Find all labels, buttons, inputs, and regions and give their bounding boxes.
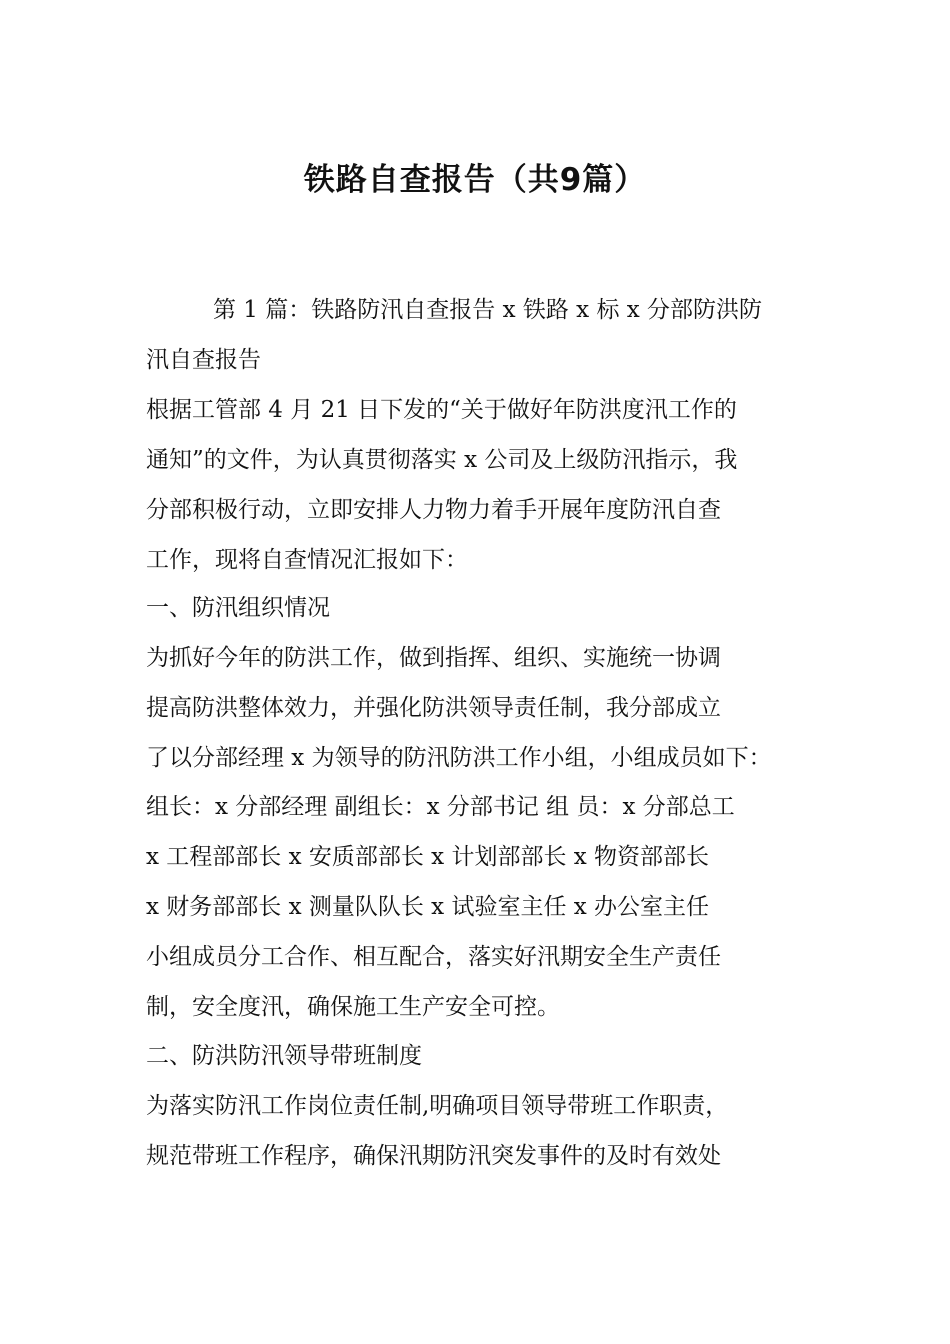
document-title: 铁路自查报告（共9篇） <box>303 162 647 198</box>
paragraph-line-10: 小组成员分工合作、相互配合，落实好汛期安全生产责任 <box>146 944 721 970</box>
paragraph-line-1: 第 1 篇：铁路防汛自查报告 x 铁路 x 标 x 分部防洪防 <box>213 297 763 323</box>
paragraph-line-9: 了以分部经理 x 为领导的防汛防洪工作小组，小组成员如下： <box>146 745 772 771</box>
paragraph-line-13: 规范带班工作程序，确保汛期防汛突发事件的及时有效处 <box>146 1143 721 1169</box>
paragraph-line-7: 为抓好今年的防洪工作，做到指挥、组织、实施统一协调 <box>146 645 721 671</box>
paragraph-line-8: 提高防洪整体效力，并强化防洪领导责任制，我分部成立 <box>146 695 721 721</box>
paragraph-line-5: 分部积极行动，立即安排人力物力着手开展年度防汛自查 <box>146 497 721 523</box>
paragraph-line-2: 汛自查报告 <box>146 347 261 373</box>
paragraph-line-12: 为落实防汛工作岗位责任制,明确项目领导带班工作职责， <box>146 1093 729 1119</box>
section-heading-1: 一、防汛组织情况 <box>146 595 330 621</box>
member-line-2: x 工程部部长 x 安质部部长 x 计划部部长 x 物资部部长 <box>146 844 710 870</box>
member-line-3: x 财务部部长 x 测量队队长 x 试验室主任 x 办公室主任 <box>146 894 710 920</box>
section-heading-2: 二、防洪防汛领导带班制度 <box>146 1043 422 1069</box>
paragraph-line-4: 通知”的文件，为认真贯彻落实 x 公司及上级防汛指示，我 <box>146 447 738 473</box>
member-line-1: 组长：x 分部经理 副组长：x 分部书记 组 员：x 分部总工 <box>146 794 735 820</box>
paragraph-line-6: 工作，现将自查情况汇报如下： <box>146 547 468 573</box>
paragraph-line-11: 制，安全度汛，确保施工生产安全可控。 <box>146 994 560 1020</box>
paragraph-line-3: 根据工管部 4 月 21 日下发的“关于做好年防洪度汛工作的 <box>146 397 737 423</box>
